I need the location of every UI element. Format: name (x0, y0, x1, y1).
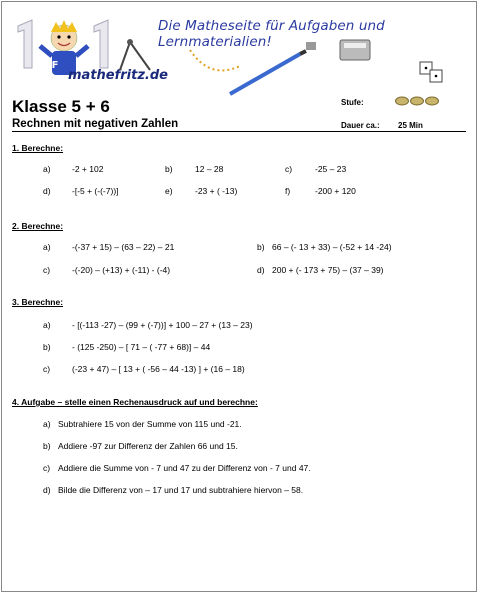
duration-value: 25 Min (398, 121, 423, 130)
section-3-heading: 3. Berechne: (12, 297, 64, 307)
item-expression: - (125 -250) – [ 71 – ( -77 + 68)] – 44 (72, 342, 211, 352)
level-label: Stufe: (341, 98, 364, 107)
item-expression: -2 + 102 (72, 164, 104, 174)
banner-title: Die Matheseite für Aufgaben und Lernmaterialien! (158, 18, 385, 50)
item-expression: -[-5 + (-(-7))] (72, 186, 119, 196)
item-label: a) (43, 242, 51, 252)
worksheet-title: Klasse 5 + 6 (12, 97, 110, 116)
item-expression: -25 – 23 (315, 164, 347, 174)
item-expression: -(-37 + 15) – (63 – 22) – 21 (72, 242, 175, 252)
item-expression: Subtrahiere 15 von der Summe von 115 und -21. (58, 419, 242, 429)
item-expression: (-23 + 47) – [ 13 + ( -56 – 44 -13) ] + (16 – 18) (72, 364, 245, 374)
item-expression: Bilde die Differenz von – 17 und 17 und subtrahiere hiervon – 58. (58, 485, 304, 495)
item-label: b) (257, 242, 265, 252)
item-label: c) (43, 265, 51, 275)
item-expression: Addiere -97 zur Differenz der Zahlen 66 und 15. (58, 441, 238, 451)
drawing-tools-icon (110, 30, 470, 100)
item-expression: -200 + 120 (315, 186, 356, 196)
item-label: b) (43, 441, 51, 451)
section-4-heading: 4. Aufgabe – stelle einen Rechenausdruck auf und berechne: (12, 397, 258, 407)
duration-label: Dauer ca.: (341, 121, 380, 130)
item-label: d) (43, 485, 51, 495)
item-expression: 200 + (- 173 + 75) – (37 – 39) (272, 265, 384, 275)
item-expression: 66 – (- 13 + 33) – (-52 + 14 -24) (272, 242, 392, 252)
item-expression: -(-20) – (+13) + (-11) - (-4) (72, 265, 171, 275)
item-expression: 12 – 28 (195, 164, 224, 174)
logo-letter: F (51, 60, 59, 71)
worksheet-subtitle: Rechnen mit negativen Zahlen (12, 118, 179, 130)
item-expression: -23 + ( -13) (195, 186, 238, 196)
item-label: d) (257, 265, 265, 275)
item-label: c) (43, 364, 51, 374)
header-divider (12, 131, 466, 132)
item-expression: Addiere die Summe von - 7 und 47 zu der Differenz von - 7 und 47. (58, 463, 311, 473)
item-label: d) (43, 186, 51, 196)
logo-wordmark: mathefritz.de (68, 68, 168, 83)
item-expression: - [(-113 -27) – (99 + (-7))] + 100 – 27 + (13 – 23) (72, 320, 253, 330)
item-label: c) (43, 463, 51, 473)
item-label: a) (43, 320, 51, 330)
item-label: f) (285, 186, 291, 196)
difficulty-coins-icon (395, 95, 441, 107)
item-label: e) (165, 186, 173, 196)
section-1-heading: 1. Berechne: (12, 143, 64, 153)
item-label: a) (43, 419, 51, 429)
item-label: a) (43, 164, 51, 174)
item-label: b) (165, 164, 173, 174)
item-label: c) (285, 164, 293, 174)
item-label: b) (43, 342, 51, 352)
logo-letter-badge-icon (47, 56, 63, 72)
section-2-heading: 2. Berechne: (12, 221, 64, 231)
